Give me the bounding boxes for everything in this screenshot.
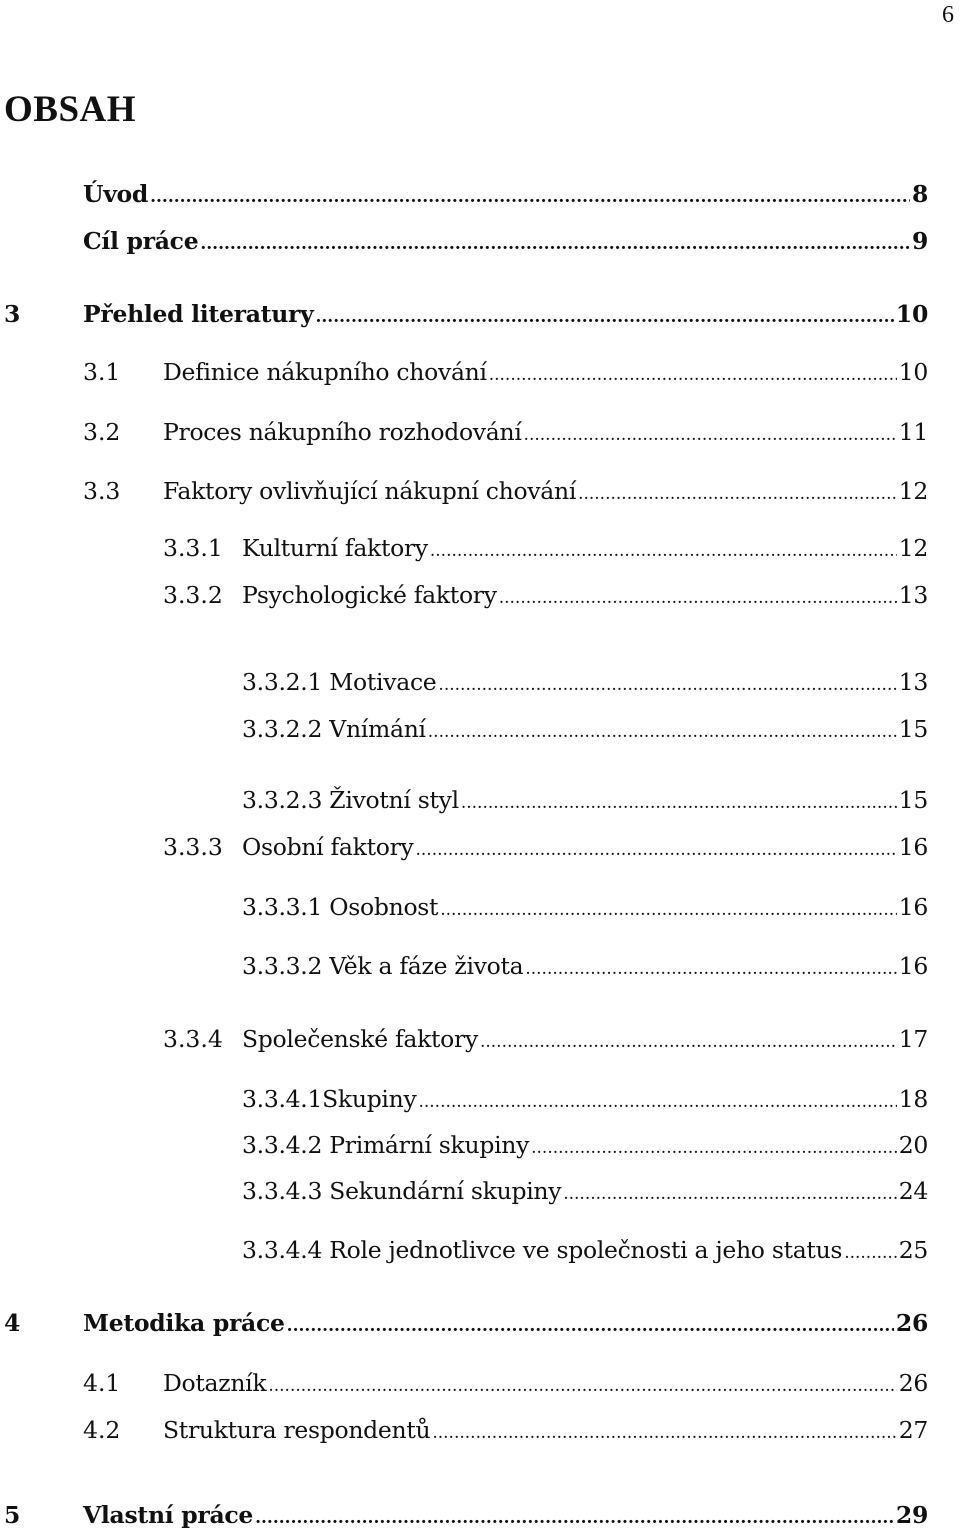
- toc-entry-page: 16: [898, 952, 928, 980]
- toc-entry-number: 4.2: [83, 1416, 121, 1444]
- toc-entry-page: 13: [898, 581, 928, 609]
- toc-entry-number: 3.3: [83, 477, 121, 505]
- toc-entry-title: Struktura respondentů: [163, 1416, 431, 1444]
- toc-dot-leader: [430, 536, 897, 566]
- toc-entry-page: 20: [898, 1131, 928, 1159]
- toc-entry-number: 4.1: [83, 1369, 121, 1397]
- toc-entry-number: 3: [4, 300, 21, 328]
- toc-entry-title: 3.3.4.3 Sekundární skupiny: [242, 1177, 562, 1205]
- toc-entry[interactable]: [242, 951, 928, 984]
- toc-dot-leader: [480, 1027, 897, 1057]
- toc-entry-title: Vlastní práce: [83, 1501, 254, 1529]
- toc-entry-title: Proces nákupního rozhodování: [163, 418, 522, 446]
- toc-entry-page: 25: [898, 1236, 928, 1264]
- toc-entry[interactable]: [163, 476, 928, 509]
- toc-entry[interactable]: [242, 892, 928, 925]
- toc-entry-title: Metodika práce: [83, 1309, 285, 1337]
- toc-entry-title: 3.3.2.2 Vnímání: [242, 715, 426, 743]
- toc-entry-title: Kulturní faktory: [242, 534, 428, 562]
- toc-dot-leader: [200, 229, 910, 259]
- toc-dot-leader: [525, 954, 896, 984]
- toc-entry[interactable]: [242, 832, 928, 865]
- toc-entry[interactable]: [83, 226, 928, 259]
- toc-entry-title: 3.3.4.4 Role jednotlivce ve společnosti a jeho status: [242, 1236, 843, 1264]
- toc-dot-leader: [315, 302, 893, 332]
- toc-dot-leader: [531, 1133, 897, 1163]
- toc-entry-number: 5: [4, 1501, 21, 1529]
- toc-dot-leader: [287, 1311, 894, 1341]
- toc-entry-number: 3.3.2: [163, 581, 223, 609]
- toc-entry[interactable]: [163, 417, 928, 450]
- toc-dot-leader: [563, 1179, 896, 1209]
- toc-entry[interactable]: [83, 179, 928, 212]
- toc-entry-title: Dotazník: [163, 1369, 267, 1397]
- toc-dot-leader: [438, 670, 896, 700]
- toc-dot-leader: [432, 1418, 896, 1448]
- toc-entry[interactable]: [163, 1415, 928, 1448]
- toc-entry-page: 26: [895, 1309, 928, 1337]
- toc-dot-leader: [428, 717, 897, 747]
- toc-dot-leader: [499, 583, 897, 613]
- toc-entry-title: Cíl práce: [83, 227, 199, 255]
- toc-entry-number: 3.3.3: [163, 833, 223, 861]
- toc-entry-number: 3.3.1: [163, 534, 223, 562]
- toc-entry[interactable]: [242, 785, 928, 818]
- toc-entry[interactable]: [163, 357, 928, 390]
- toc-entry[interactable]: [242, 1024, 928, 1057]
- toc-dot-leader: [150, 182, 910, 212]
- toc-entry[interactable]: [242, 1084, 928, 1117]
- toc-entry[interactable]: [242, 580, 928, 613]
- toc-entry-number: 4: [4, 1309, 21, 1337]
- toc-entry-title: 3.3.4.1Skupiny: [242, 1085, 417, 1113]
- toc-entry-title: Přehled literatury: [83, 300, 314, 328]
- toc-entry[interactable]: [242, 1176, 928, 1209]
- toc-entry[interactable]: [83, 299, 928, 332]
- toc-entry-page: 13: [898, 668, 928, 696]
- toc-entry-title: 3.3.2.1 Motivace: [242, 668, 437, 696]
- toc-entry-number: 3.3.4: [163, 1025, 223, 1053]
- toc-entry-page: 16: [898, 833, 928, 861]
- toc-entry-page: 11: [898, 418, 928, 446]
- toc-dot-leader: [844, 1238, 897, 1268]
- toc-dot-leader: [418, 1087, 896, 1117]
- toc-dot-leader: [524, 420, 897, 450]
- toc-entry-page: 16: [898, 893, 928, 921]
- toc-entry-page: 10: [895, 300, 928, 328]
- toc-entry-page: 26: [898, 1369, 928, 1397]
- toc-entry-page: 29: [895, 1501, 928, 1529]
- toc-entry-page: 12: [898, 534, 928, 562]
- toc-entry-page: 9: [911, 227, 928, 255]
- toc-entry-title: 3.3.3.1 Osobnost: [242, 893, 439, 921]
- toc-dot-leader: [461, 788, 897, 818]
- toc-dot-leader: [268, 1371, 896, 1401]
- toc-entry-title: Psychologické faktory: [242, 581, 497, 609]
- toc-entry-page: 15: [898, 715, 928, 743]
- toc-entry-title: Osobní faktory: [242, 833, 414, 861]
- toc-dot-leader: [578, 479, 897, 509]
- toc-entry-title: 3.3.4.2 Primární skupiny: [242, 1131, 530, 1159]
- toc-entry[interactable]: [242, 667, 928, 700]
- toc-entry-page: 8: [911, 180, 928, 208]
- page-number: 6: [942, 2, 954, 28]
- toc-entry[interactable]: [242, 533, 928, 566]
- toc-entry-title: 3.3.2.3 Životní styl: [242, 786, 459, 814]
- toc-entry-page: 15: [898, 786, 928, 814]
- toc-entry-number: 3.1: [83, 358, 121, 386]
- toc-dot-leader: [489, 360, 897, 390]
- toc-entry[interactable]: [242, 1130, 928, 1163]
- toc-entry-page: 10: [898, 358, 928, 386]
- toc-entry[interactable]: [242, 714, 928, 747]
- toc-entry-title: Úvod: [83, 180, 149, 208]
- toc-dot-leader: [255, 1503, 894, 1533]
- toc-dot-leader: [416, 835, 897, 865]
- toc-entry-page: 27: [898, 1416, 928, 1444]
- toc-entry[interactable]: [83, 1308, 928, 1341]
- toc-entry[interactable]: [163, 1368, 928, 1401]
- toc-entry-title: Definice nákupního chování: [163, 358, 487, 386]
- page-title: OBSAH: [4, 89, 137, 130]
- toc-entry-title: Faktory ovlivňující nákupní chování: [163, 477, 577, 505]
- toc-entry-number: 3.2: [83, 418, 121, 446]
- toc-entry-title: Společenské faktory: [242, 1025, 478, 1053]
- toc-entry-title: 3.3.3.2 Věk a fáze života: [242, 952, 524, 980]
- toc-entry-page: 12: [898, 477, 928, 505]
- toc-entry-page: 24: [898, 1177, 928, 1205]
- toc-entry[interactable]: [83, 1500, 928, 1533]
- toc-dot-leader: [440, 895, 896, 925]
- toc-entry-page: 18: [898, 1085, 928, 1113]
- toc-entry[interactable]: [242, 1235, 928, 1268]
- toc-entry-page: 17: [898, 1025, 928, 1053]
